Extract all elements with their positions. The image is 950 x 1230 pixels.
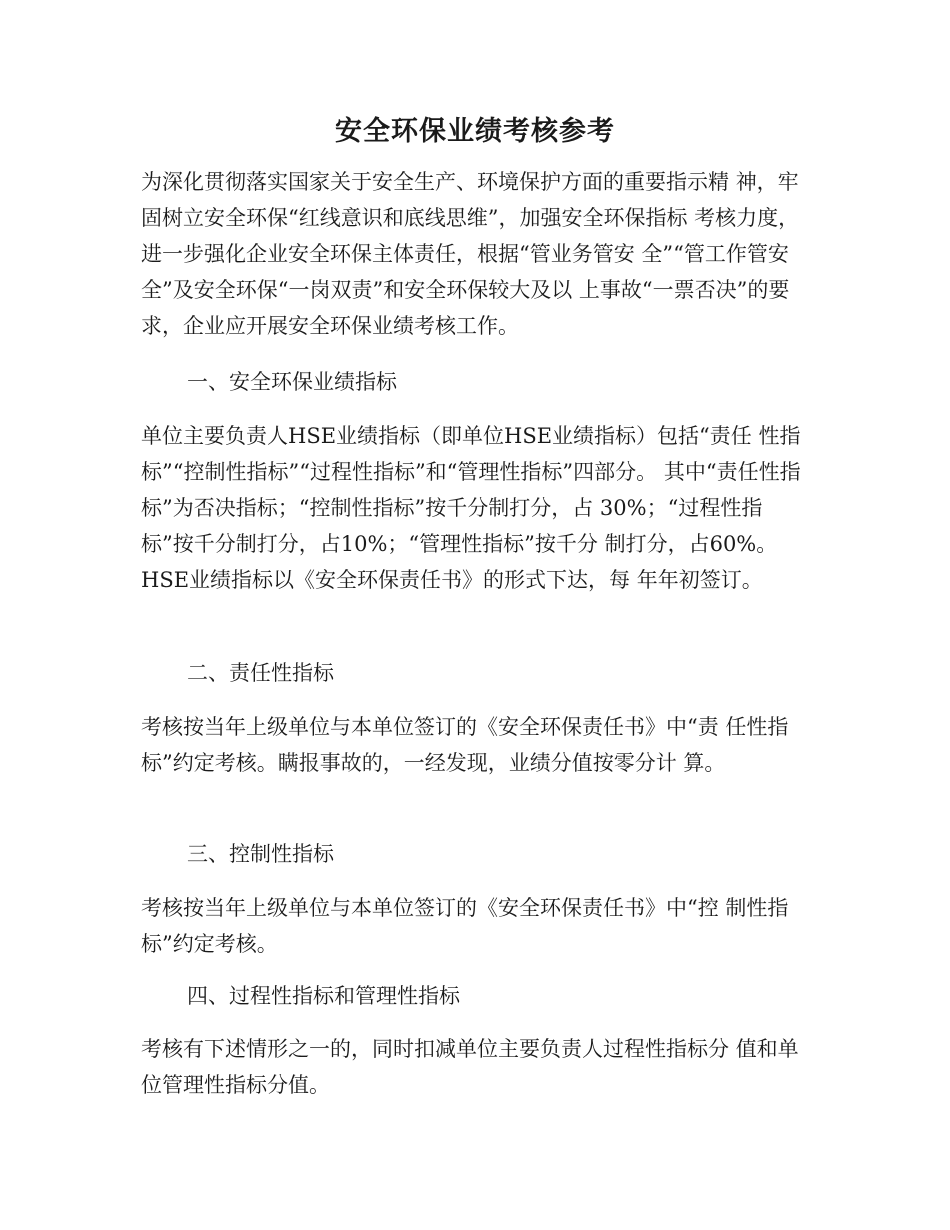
paragraph-line: 考核有下述情形之一的，同时扣减单位主要负责人过程性指标分: [141, 1037, 729, 1061]
paragraph-line: 单位主要负责人HSE业绩指标（即单位HSE业绩指标）包括“责任: [141, 424, 752, 448]
paragraph-line: 上事故“一票否决”的要求，企业应开展安全环保业绩考核工作。: [141, 278, 790, 338]
paragraph-line: 性指标”“控制性指标”“过程性指标”和“管理性指标”四部分。: [141, 424, 801, 484]
paragraph-line: 值和单位管理性指标分值。: [141, 1037, 799, 1097]
section-2-paragraph: [141, 709, 813, 781]
section-heading-3: 三、控制性指标: [187, 842, 334, 866]
paragraph-line: 全”“管工作管安全”及安全环保“一岗双责”和安全环保较大及以: [141, 242, 789, 302]
paragraph-line: 为深化贯彻落实国家关于安全生产、环境保护方面的重要指示精: [141, 170, 729, 194]
paragraph-line: 算。: [683, 751, 726, 775]
section-heading-4: 四、过程性指标和管理性指标: [187, 984, 460, 1008]
intro-paragraph: [141, 164, 813, 344]
section-1-paragraph: [141, 418, 813, 598]
paragraph-line: 考核按当年上级单位与本单位签订的《安全环保责任书》中“控: [141, 896, 719, 920]
paragraph-line: 其中“责任性指标”为否决指标；“控制性指标”按千分制打分，占: [141, 460, 801, 520]
section-3-paragraph: [141, 890, 813, 962]
paragraph-line: 制打分，占60%。HSE业绩指标以《安全环保责任书》的形式下达，每: [141, 532, 778, 592]
paragraph-line: 神，牢固树立安全环保“红线意识和底线思维”，加强安全环保指标: [141, 170, 799, 230]
paragraph-line: 30%；“过程性指标”按千分制打分，占10%；“管理性指标”按千分: [141, 496, 763, 556]
paragraph-line: 年年初签订。: [636, 568, 763, 592]
paragraph-line: 制性指标”约定考核。: [141, 896, 789, 956]
document-title: 安全环保业绩考核参考: [335, 116, 615, 147]
section-heading-2: 二、责任性指标: [187, 661, 334, 685]
section-heading-1: 一、安全环保业绩指标: [187, 370, 397, 394]
paragraph-line: 考核按当年上级单位与本单位签订的《安全环保责任书》中“责: [141, 715, 719, 739]
paragraph-line: 考核力度，进一步强化企业安全环保主体责任，根据“管业务管安: [141, 206, 800, 266]
paragraph-line: 任性指标”约定考核。瞒报事故的，一经发现，业绩分值按零分计: [141, 715, 789, 775]
section-4-paragraph: [141, 1031, 813, 1103]
